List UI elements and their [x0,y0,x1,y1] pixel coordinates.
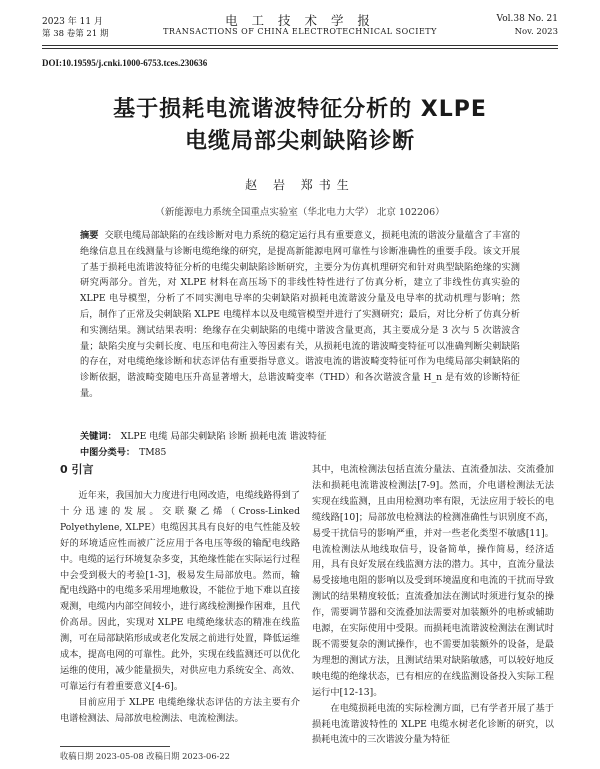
abstract [80,228,520,402]
journal-header [42,10,558,44]
paper-title [42,94,558,158]
volume-issue-en: Vol.38 No. 21 [496,14,558,24]
paragraph: 目前应用于 XLPE 电缆绝缘状态评估的方法主要有介电谱检测法、局部放电检测法、电流检测法。 [60,696,300,724]
body-right-column [312,462,554,748]
doi: DOI:10.19595/j.cnki.1000-6753.tces.230636 [42,58,208,68]
paragraph: 近年来，我国加大力度进行电网改造，电缆线路得到了十分迅速的发展。交联聚乙烯（Cross-Linked Polyethylene, XLPE）电缆因其具有良好的电气性能及较好的环境适应性而被广泛应用于各电压等级的输配电线路中。电缆的运行环境复杂多变，其绝缘性能在实际运行过程中会受到极大的考验[1-3]，极易发生局部放电。然而，输配电线路中的电缆多采用埋地敷设，不能位于地下难以直接观测，电缆内内部空间较小，进行离线检测操作困难，且代价高昂。因此，实现对 XLPE 电缆绝缘状态的精准在线监测，可在局部缺陷形成或老化发展之前进行处置，降低运维成本，提高电网的可靠性。此外，实现在线监测还可以优化运维的使用，减少能量损失，对供应电力系统安全、高效、可靠运行有着重要意义[4-6]。 [60,490,300,692]
keywords-text: XLPE 电缆 局部尖刺缺陷 诊断 损耗电流 谐波特征 [120,431,327,442]
section-heading-introduction: 0 引言 [60,463,94,476]
keywords-label: 关键词： [80,431,117,442]
clc-label: 中图分类号： [80,447,136,458]
journal-name-en: TRANSACTIONS OF CHINA ELECTROTECHNICAL SOCIETY [163,27,437,36]
received-dates-footnote: 收稿日期 2023-05-08 改稿日期 2023-06-22 [60,751,230,761]
title-line-1: 基于损耗电流谐波特征分析的 XLPE [113,97,487,122]
abstract-label: 摘要 [80,230,99,241]
title-line-2: 电缆局部尖刺缺陷诊断 [184,129,415,154]
paragraph: 在电缆损耗电流的实际检测方面，已有学者开展了基于损耗电流谐波特性的 XLPE 电缆水树老化诊断的研究，以损耗电流中的三次谐波分量为特征 [312,702,554,746]
issue-date: 2023 年 11 月 [42,17,103,27]
authors: 赵 岩 郑书生 [245,178,355,192]
journal-name-cn: 电 工 技 术 学 报 [225,13,375,28]
month-year-en: Nov. 2023 [514,27,558,37]
clc-text: TM85 [139,447,167,458]
volume-issue-cn: 第 38 卷第 21 期 [42,29,109,39]
header-rule-thin [42,48,558,49]
header-rule [42,45,558,46]
abstract-text: 交联电缆局部缺陷的在线诊断对电力系统的稳定运行具有重要意义，损耗电流的谐波分量蕴含了丰富的绝缘信息且在线测量与诊断电缆绝缘的研究，是提高新能源电网可靠性与诊断准确性的重要手段。该文开展了基于损耗电流谐波特征分析的电缆尖刺缺陷诊断研究，主要分为仿真机理研究和针对典型缺陷绝缘的实测研究两部分。首先，对 XLPE 材料在高压场下的非线性特性进行了仿真分析，建立了非线性仿真实验的 XLPE 电导模型，分析了不同实测电导率的尖刺缺陷对损耗电流谐波分量及电导率的扰动机理与影响；然后，制作了正常及尖刺缺陷 XLPE 电缆样本以及电缆管模型并进行了实测研究；最后，对比分析了仿真分析和实测结果。测试结果表明：绝缘存在尖刺缺陷的电缆中谐波含量更高，其主要成分是 3 次与 5 次谐波含量；缺陷尖度与尖刺长度、电压和电荷注入等因素有关，从损耗电流的谐波畸变特征可以准确判断尖刺缺陷的存在，对电缆绝缘诊断和状态评估有重要指导意义。谐波电流的谐波畸变特征可作为电缆局部尖刺缺陷的诊断依据，谐波畸变随电压升高显著增大，总谐波畸变率（THD）和各次谐波含量 H_n 是有效的诊断特征量。 [80,230,521,399]
paragraph: 其中，电流检测法包括直流分量法、直流叠加法、交流叠加法和损耗电流谐波检测法[7-9]。然而，介电谱检测法无法实现在线监测，且由用检测功率有限，无法应用于较长的电缆线路[10]；局部放电检测法的检测准确性与识别度不高，易受干扰信号的影响严重，并对一些老化类型不敏感[11]。电流检测法从地线取信号，设备简单，操作简易，经济适用，具有良好发展在线监测方法的潜力。其中，直流分量法易受接地电阻的影响以及受到环境温度和电流的干扰而导致测试的结果精度较低；直流叠加法在测试时须进行复杂的操作，需要调节器和交流叠加法需要对加装额外的电桥或辅助电源，在实际使用中受限。而损耗电流谐波检测法在测试时既不需要复杂的测试操作，也不需要加装额外的设备，是最为理想的测试方法，且测试结果对缺陷敏感，可以较好地反映电缆的绝缘状态，已有相应的在线监测设备投入实际工程运行中[12-13]。 [312,464,554,698]
footnote-rule [60,746,170,747]
keywords [80,428,520,442]
affiliation: （新能源电力系统全国重点实验室（华北电力大学） 北京 102206） [155,207,445,218]
classification-number [80,444,166,458]
body-left-column [60,462,300,727]
